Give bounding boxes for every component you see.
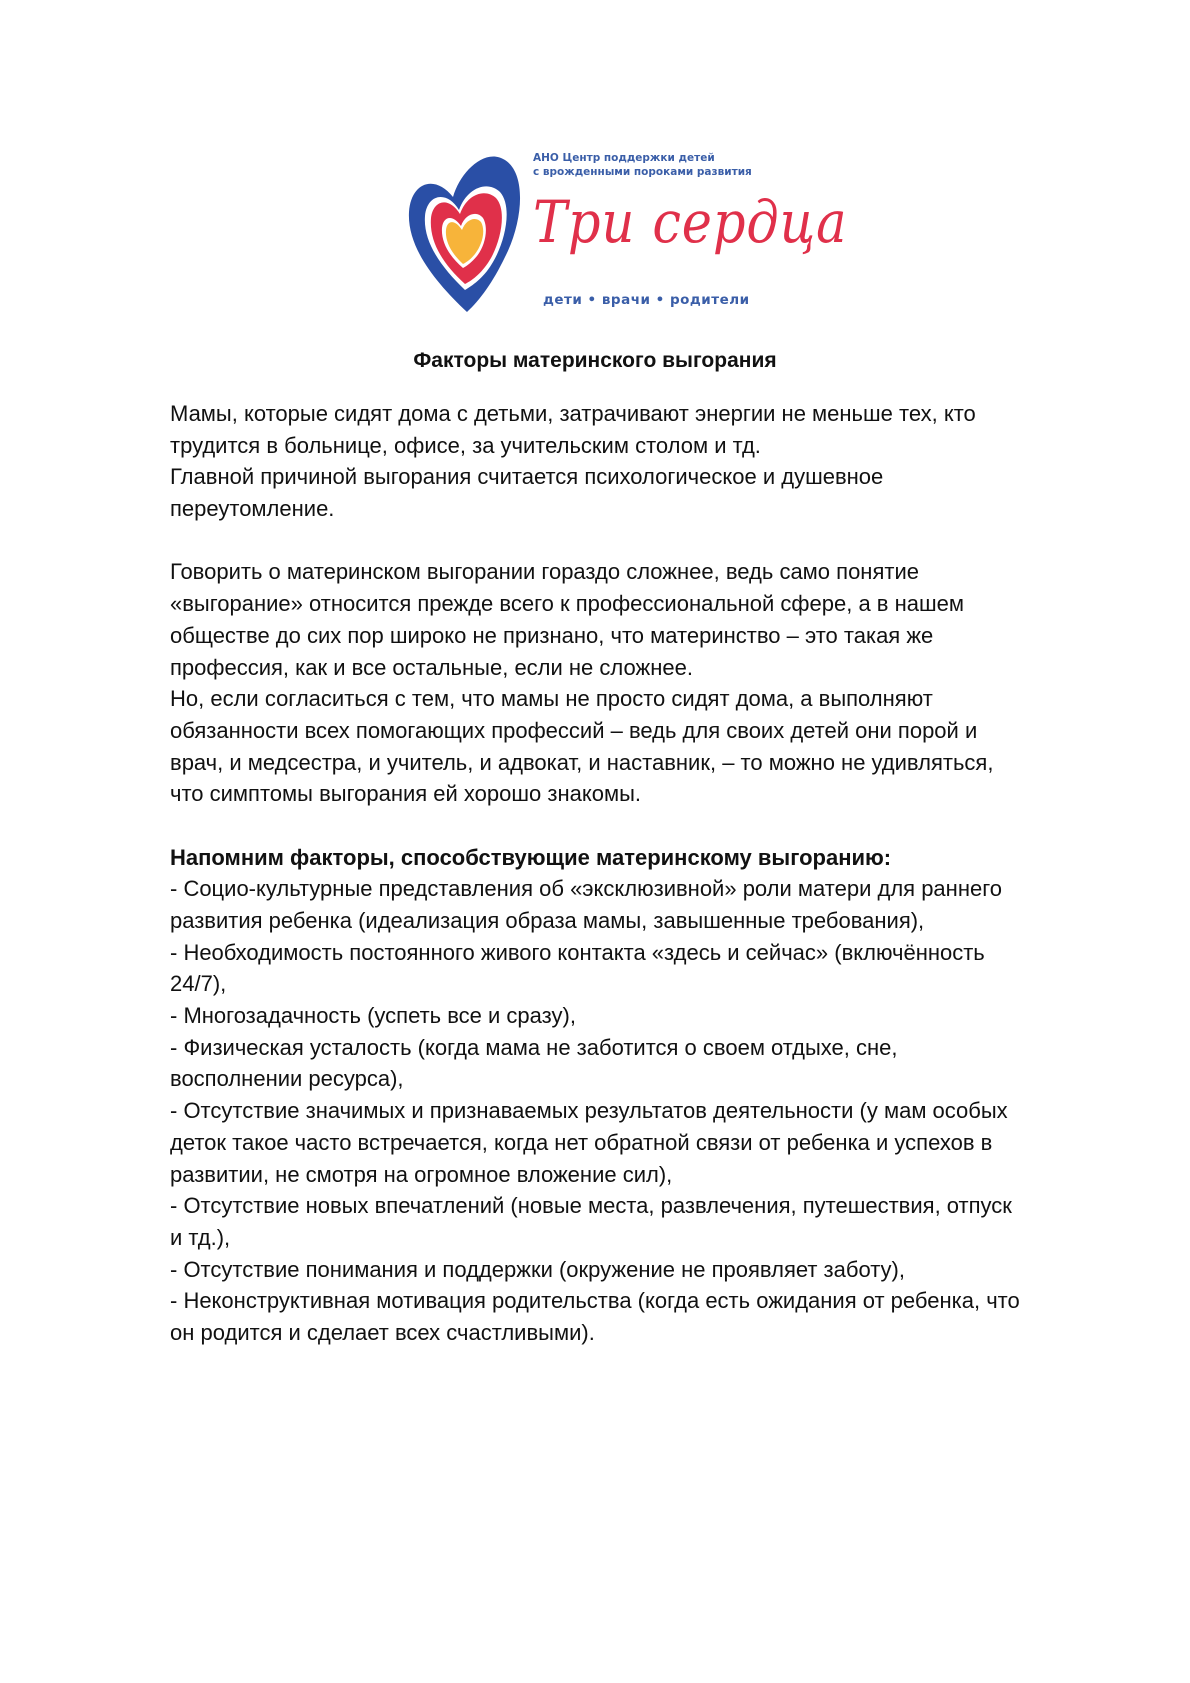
text-line: 24/7),	[170, 971, 227, 997]
logo-name: Три сердца	[533, 188, 848, 256]
logo-org-line-1: АНО Центр поддержки детей	[533, 152, 715, 164]
text-line: - Отсутствие значимых и признаваемых результатов деятельности (у мам особых	[170, 1098, 1008, 1124]
text-line: переутомление.	[170, 496, 335, 522]
text-line: Но, если согласиться с тем, что мамы не просто сидят дома, а выполняют	[170, 686, 933, 712]
text-line: он родится и сделает всех счастливыми).	[170, 1319, 595, 1345]
logo-tagline: дети • врачи • родители	[543, 292, 750, 308]
text-line: Мамы, которые сидят дома с детьми, затрачивают энергии не меньше тех, кто	[170, 401, 976, 426]
text-line: Главной причиной выгорания считается психологическое и душевное	[170, 464, 884, 490]
text-line: - Необходимость постоянного живого контакта «здесь и сейчас» (включённость	[170, 939, 985, 965]
text-line: - Отсутствие новых впечатлений (новые места, развлечения, путешествия, отпуск	[170, 1193, 1012, 1219]
logo-org-line-2: с врожденными пороками развития	[533, 166, 752, 178]
organization-logo	[405, 152, 848, 320]
text-line: трудится в больнице, офисе, за учительским столом и тд.	[170, 432, 761, 458]
text-line: - Многозадачность (успеть все и сразу),	[170, 1003, 576, 1029]
text-line: обязанности всех помогающих профессий – ведь для своих детей они порой и	[170, 717, 978, 743]
text-line: что симптомы выгорания ей хорошо знакомы.	[170, 781, 642, 807]
text-line: - Отсутствие понимания и поддержки (окружение не проявляет заботу),	[170, 1256, 905, 1282]
document-body	[170, 398, 1020, 1349]
text-line: и тд.),	[170, 1224, 231, 1250]
text-line: врач, и медсестра, и учитель, и адвокат, и наставник, – то можно не удивляться,	[170, 749, 994, 775]
text-line: «выгорание» относится прежде всего к профессиональной сфере, а в нашем	[170, 591, 964, 617]
three-hearts-icon	[405, 152, 530, 320]
text-line: восполнении ресурса),	[170, 1066, 404, 1092]
text-line: Говорить о материнском выгорании гораздо сложнее, ведь само понятие	[170, 559, 919, 585]
text-line: профессия, как и все остальные, если не сложнее.	[170, 654, 693, 680]
text-line: - Социо-культурные представления об «эксклюзивной» роли матери для раннего	[170, 876, 1002, 902]
text-line: - Физическая усталость (когда мама не заботится о своем отдыхе, сне,	[170, 1034, 898, 1060]
text-line: развития ребенка (идеализация образа мамы, завышенные требования),	[170, 908, 925, 933]
text-line: деток такое часто встречается, когда нет обратной связи от ребенка и успехов в	[170, 1129, 993, 1155]
section-heading: Напомним факторы, способствующие материнскому выгоранию:	[170, 844, 892, 870]
text-line	[170, 525, 1020, 557]
text-line: - Неконструктивная мотивация родительства (когда есть ожидания от ребенка, что	[170, 1288, 1020, 1314]
text-line: обществе до сих пор широко не признано, что материнство – это такая же	[170, 622, 934, 648]
text-line	[170, 810, 1020, 842]
document-title: Факторы материнского выгорания	[413, 349, 777, 372]
text-line: развитии, не смотря на огромное вложение сил),	[170, 1161, 673, 1187]
